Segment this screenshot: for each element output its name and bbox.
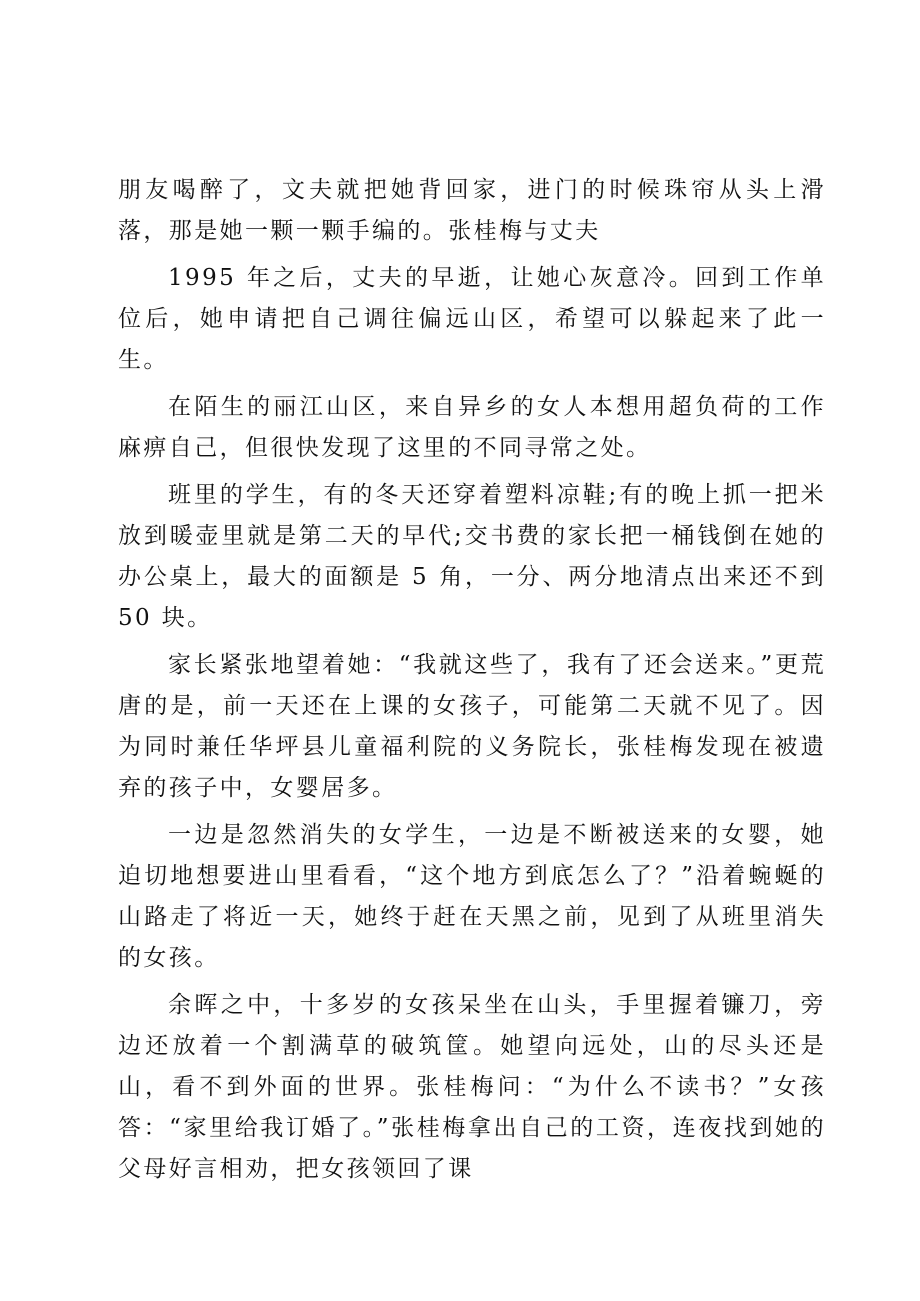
paragraph-5: 家长紧张地望着她：“我就这些了，我有了还会送来。”更荒唐的是，前一天还在上课的女孩子，可能第二天就不见了。因为同时兼任华坪县儿童福利院的义务院长，张桂梅发现在被遗弃的孩子中，女婴居多。 [118, 652, 826, 801]
paragraph-3: 在陌生的丽江山区，来自异乡的女人本想用超负荷的工作麻痹自己，但很快发现了这里的不同寻常之处。 [118, 394, 826, 461]
article-body [118, 170, 826, 1196]
paragraph-1: 朋友喝醉了，文夫就把她背回家，进门的时候珠帘从头上滑落，那是她一颗一颗手编的。张桂梅与丈夫 [118, 177, 826, 244]
paragraph-4: 班里的学生，有的冬天还穿着塑料凉鞋;有的晚上抓一把米放到暖壶里就是第二天的早代;交书费的家长把一桶钱倒在她的办公桌上，最大的面额是 5 角，一分、两分地清点出来还不到 50 块。 [118, 482, 826, 631]
paragraph-6: 一边是忽然消失的女学生，一边是不断被送来的女婴，她迫切地想要进山里看看，“这个地方到底怎么了？”沿着蜿蜒的山路走了将近一天，她终于赶在天黑之前，见到了从班里消失的女孩。 [118, 822, 826, 971]
paragraph-2: 1995 年之后，丈夫的早逝，让她心灰意冷。回到工作单位后，她申请把自己调往偏远山区，希望可以躲起来了此一生。 [118, 265, 826, 373]
paragraph-7: 余晖之中，十多岁的女孩呆坐在山头，手里握着镰刀，旁边还放着一个割满草的破筑筐。她望向远处，山的尽头还是山，看不到外面的世界。张桂梅问：“为什么不读书？”女孩答：“家里给我订婚了。”张桂梅拿出自己的工资，连夜找到她的父母好言相劝，把女孩领回了课 [118, 992, 826, 1182]
